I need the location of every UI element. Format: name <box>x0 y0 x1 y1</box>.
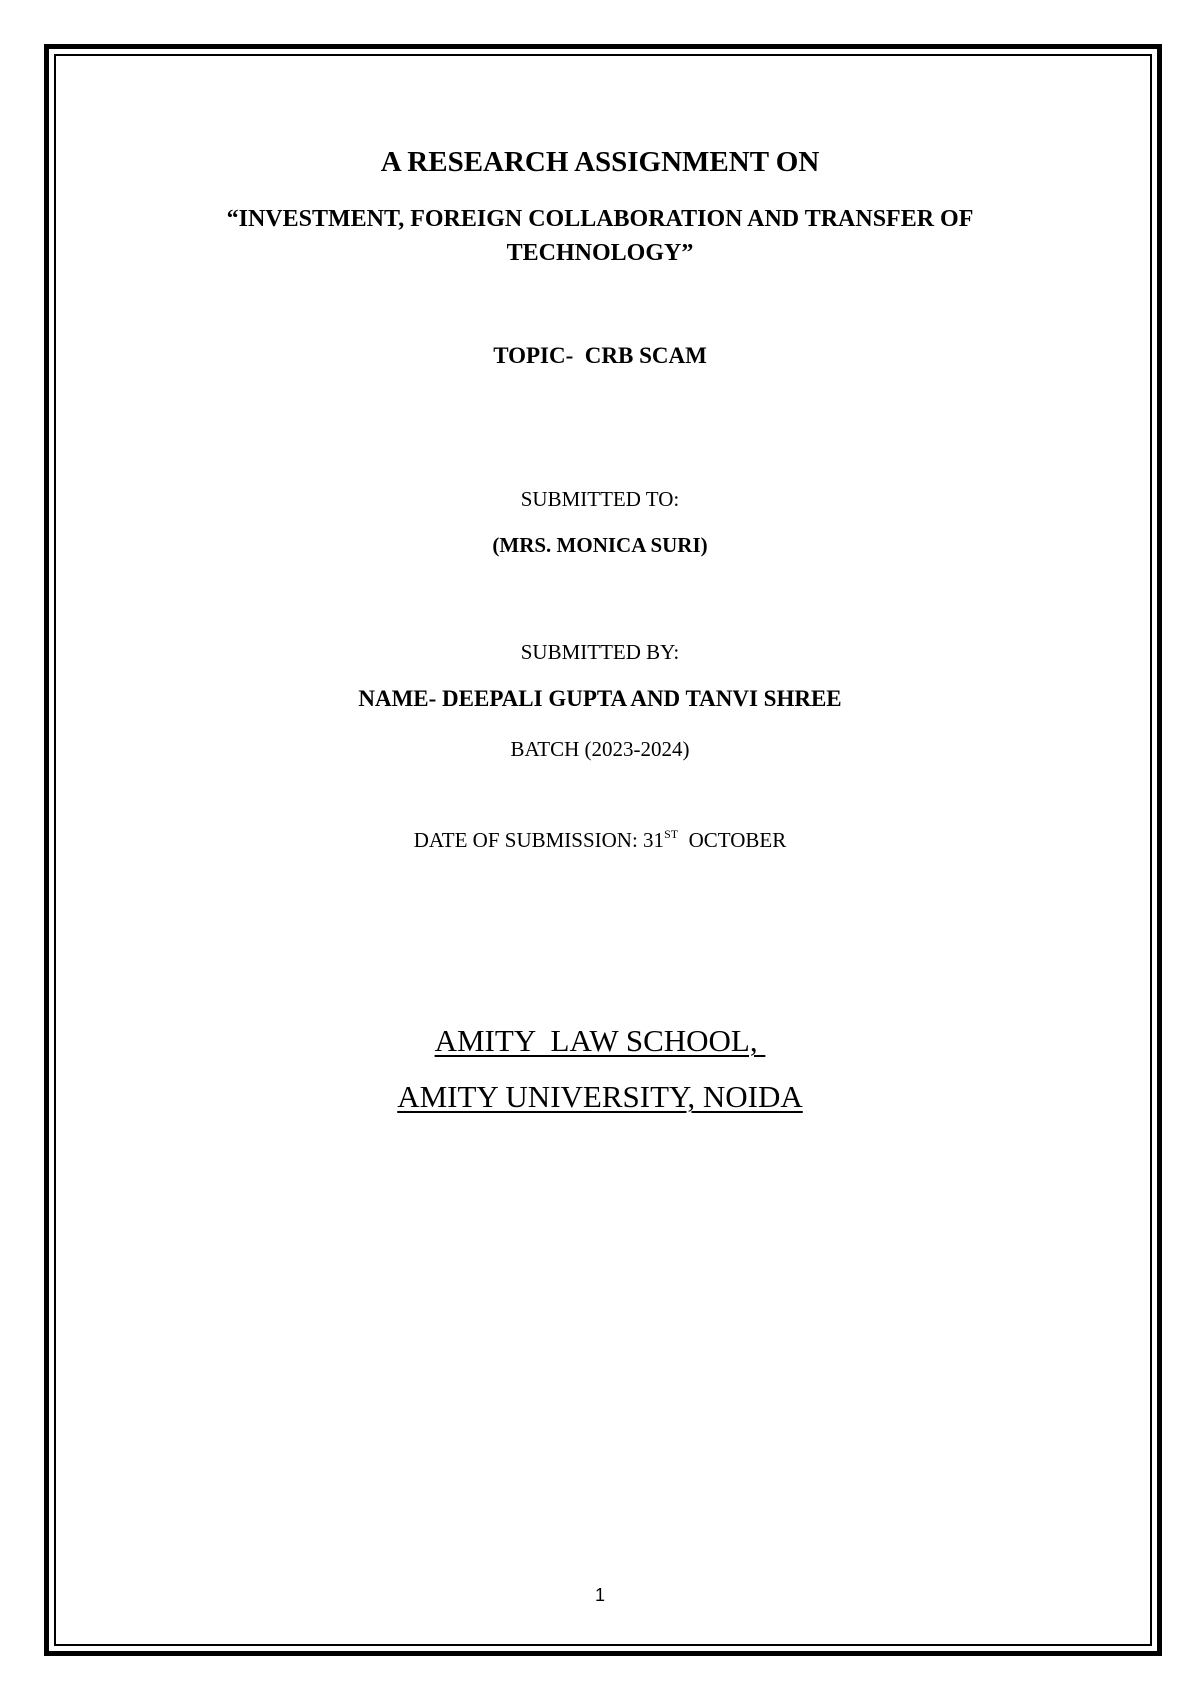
school-name-text: AMITY LAW SCHOOL, <box>434 1023 766 1058</box>
document-title: A RESEARCH ASSIGNMENT ON <box>380 146 820 178</box>
topic-line: TOPIC- CRB SCAM <box>493 343 707 368</box>
page-number: 1 <box>594 1585 605 1605</box>
submitted-to-name: (MRS. MONICA SURI) <box>492 533 708 557</box>
university-name-text: AMITY UNIVERSITY, NOIDA <box>397 1079 803 1114</box>
submitted-to-label: SUBMITTED TO: <box>520 487 680 511</box>
school-name <box>0 1023 1200 1059</box>
submission-date <box>0 827 1200 853</box>
document-subtitle-line-1: “INVESTMENT, FOREIGN COLLABORATION AND TRANSFER OF <box>226 206 974 232</box>
university-name <box>0 1079 1200 1115</box>
submitted-by-name: NAME- DEEPALI GUPTA AND TANVI SHREE <box>358 686 842 711</box>
submission-date-label: DATE OF SUBMISSION: 31 <box>413 828 665 852</box>
document-subtitle-line-2: TECHNOLOGY” <box>506 240 694 266</box>
submission-date-month: OCTOBER <box>678 828 787 852</box>
submitted-by-label: SUBMITTED BY: <box>520 640 680 664</box>
batch-line: BATCH (2023-2024) <box>510 737 690 761</box>
submission-date-suffix: ST <box>664 827 679 841</box>
